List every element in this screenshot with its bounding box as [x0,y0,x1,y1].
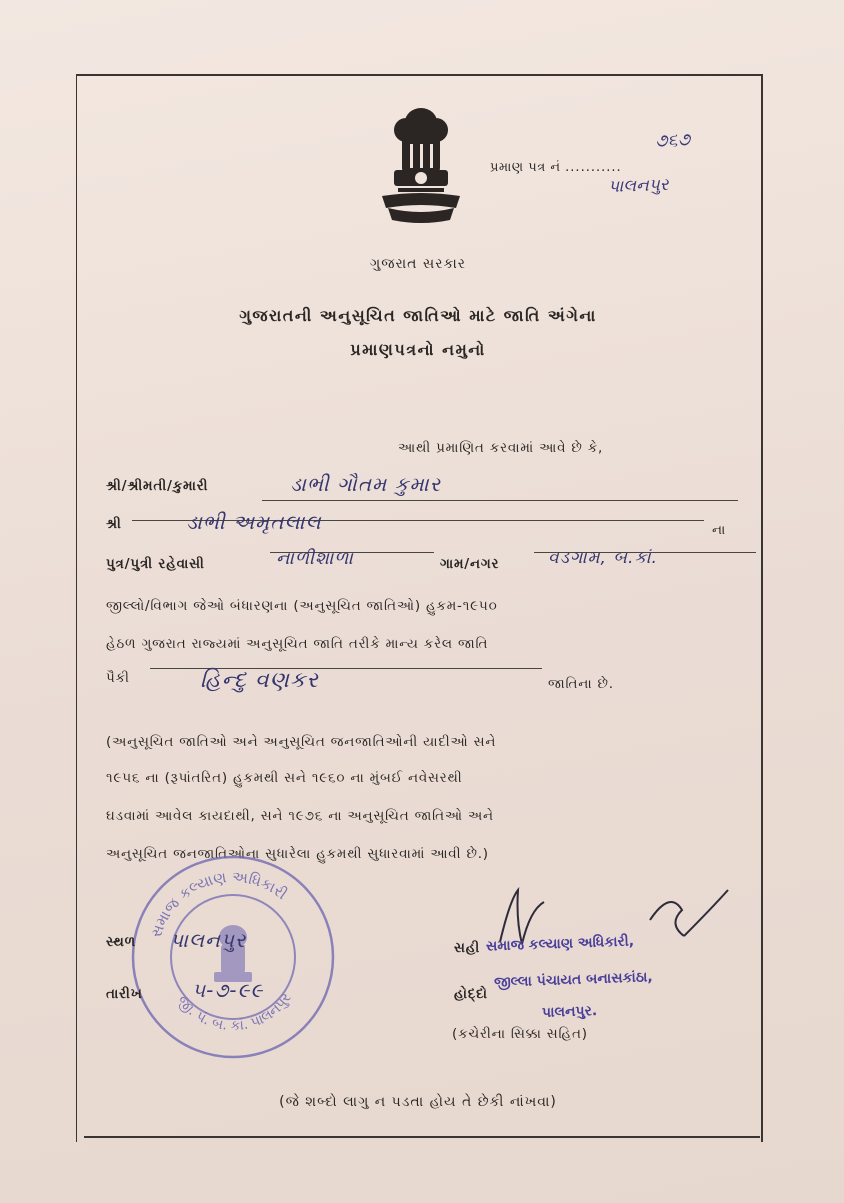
para-line-1: (અનુસૂચિત જાતિઓ અને અનુસૂચિત જનજાતિઓની યાદીઓ સને [106,734,497,750]
name-value: ડાભી ગૌતમ કુમાર [290,472,441,496]
place-value: પાલનપુર [170,928,247,952]
para-line-3: ઘડવામાં આવેલ કાયદાથી, સને ૧૯૭૬ ના અનુસૂચિત જાતિઓ અને [106,808,494,824]
officer-stamp-line-3: પાલનપુર. [541,1003,598,1021]
father-label: શ્રી [106,516,122,532]
intro-text: આથી પ્રમાણિત કરવામાં આવે છે કે, [398,440,604,456]
title-line-2: પ્રમાણપત્રનો નમુનો [350,340,486,359]
instruction-note: (જે શબ્દો લાગુ ન પડતા હોય તે છેકી નાંખવા) [279,1094,557,1110]
seal-bottom-text: જી. પં. બ. કાં. પાલનપુર [173,990,295,1035]
officer-stamp-line-2: જીલ્લા પંચાયત બનાસકાંઠા, [493,969,653,991]
certificate-number-value: ૭૬૭ [654,129,691,152]
seal-ring-text: સમાજ કલ્યાણ અધિકારી [146,867,291,940]
seal-note: (કચેરીના સિક્કા સહિત) [452,1026,588,1042]
certificate-place-handwritten: પાલનપુર [607,174,669,198]
father-suffix: ના [712,522,727,538]
government-heading: ગુજરાત સરકાર [370,256,466,272]
caste-suffix: જાતિના છે. [548,676,614,692]
father-value: ડાભી અમૃતલાલ [186,510,322,534]
border-frame-bottom [84,1136,760,1138]
body-line-5: હેઠળ ગુજરાત રાજ્યમાં અનુસૂચિત જાતિ તરીકે માન્ય કરેલ જાતિ [106,636,489,652]
residence-value: નાળીશાળા [276,548,354,569]
place-label: સ્થળ [106,934,136,950]
residence-label: પુત્ર/પુત્રી રહેવાસી [106,556,205,572]
date-label: તારીખ [106,986,143,1002]
sign-label: સહી [454,940,480,956]
para-line-2: ૧૯૫૬ ના (રૂપાંતરિત) હુકમથી સને ૧૯૬૦ ના મુંબઈ નવેસરથી [106,770,463,786]
body-line-4: જીલ્લો/વિભાગ જેઓ બંધારણના (અનુસૂચિત જાતિઓ) હુકમ-૧૯૫૦ [106,598,498,614]
name-line [262,500,738,501]
name-label: શ્રી/શ્રીમતી/કુમારી [106,478,209,494]
title-line-1: ગુજરાતની અનુસૂચિત જાતિઓ માટે જાતિ અંગેના [239,306,597,325]
village-value: વડગામ, બ.કાં. [548,548,658,568]
caste-value: હિન્દુ વણકર [200,668,319,693]
date-value: ૫-૭-૯૯ [192,978,264,1002]
national-emblem-icon [376,104,466,228]
officer-label: હોદ્દો [454,986,488,1002]
village-label: ગામ/નગર [440,556,500,572]
office-seal-stamp [128,852,338,1062]
officer-stamp-line-1: સમાજ કલ્યાણ અધિકારી, [485,933,635,955]
certificate-number-label: પ્રમાણ પત્ર નં ........... [490,160,622,175]
para-line-4: અનુસૂચિત જનજાતિઓના સુધારેલા હુકમથી સુધારવામાં આવી છે.) [106,846,489,862]
caste-prefix: પૈકી [106,670,130,686]
